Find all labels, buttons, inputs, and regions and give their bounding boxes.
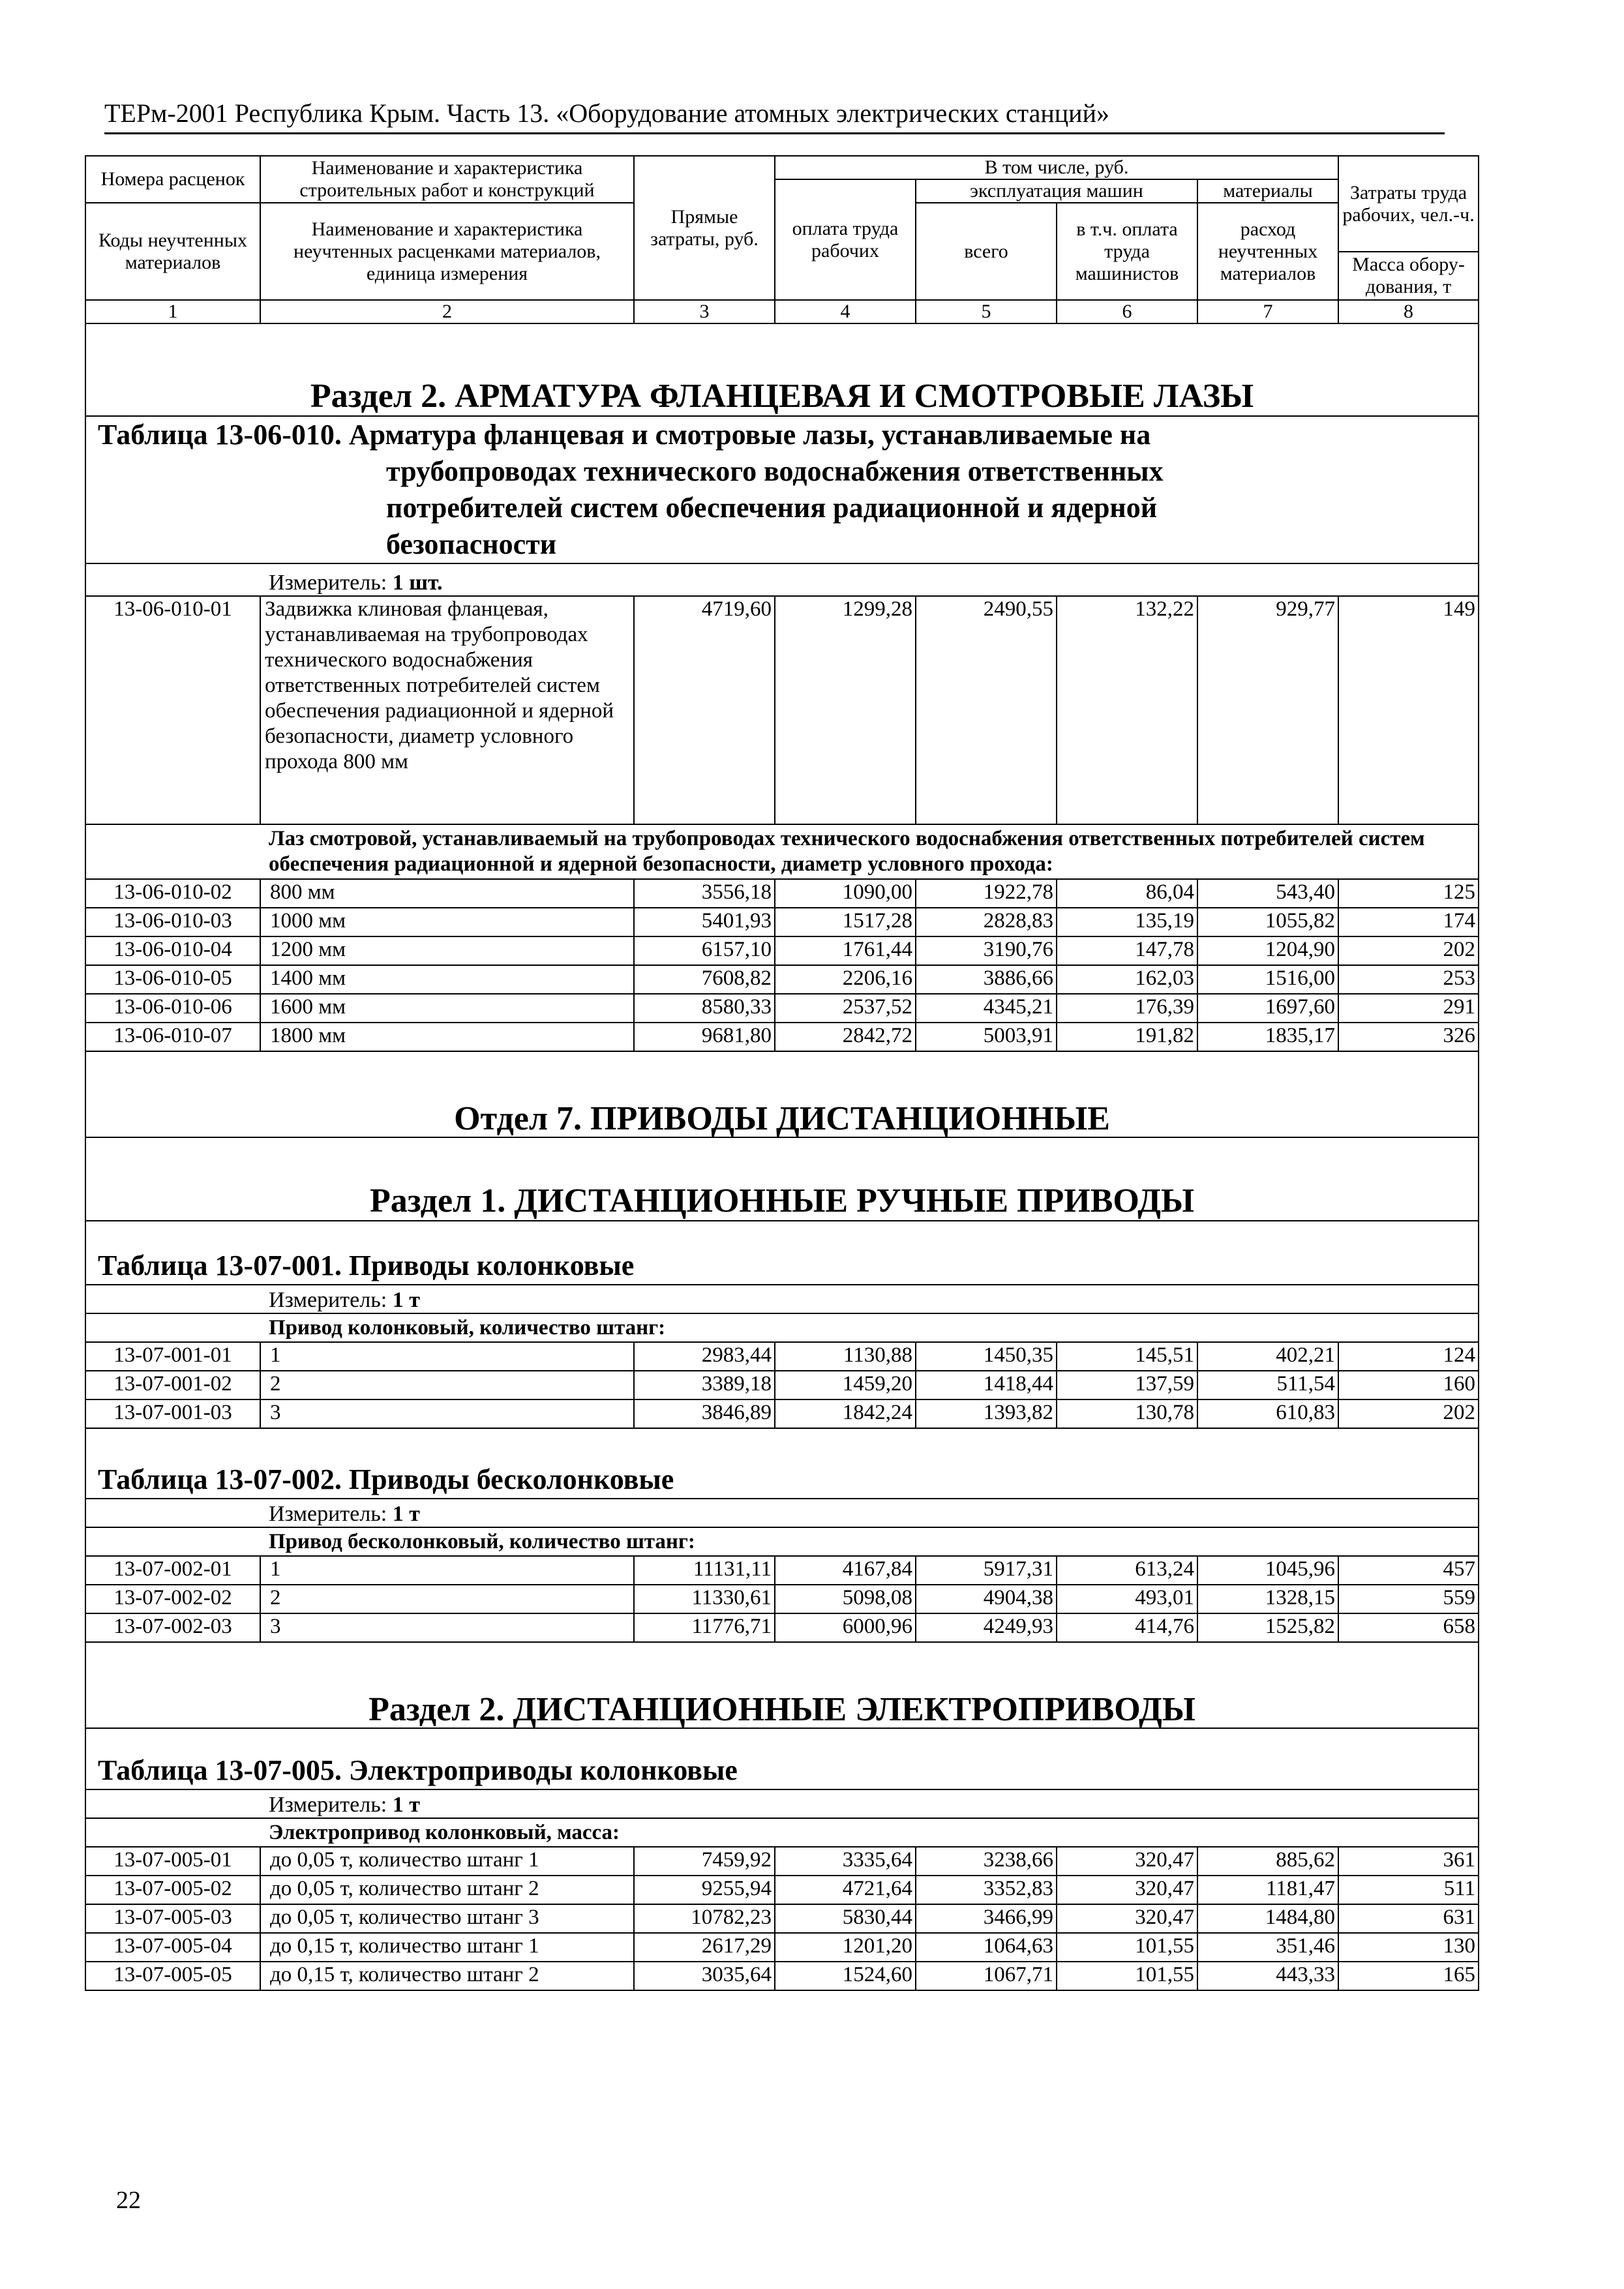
rate-value: 414,76 — [1057, 1613, 1197, 1642]
rate-name: до 0,05 т, количество штанг 1 — [260, 1847, 634, 1876]
rate-code: 13-06-010-05 — [85, 965, 260, 994]
table-row — [85, 1962, 1479, 1990]
rate-value: 320,47 — [1057, 1847, 1197, 1876]
rate-value: 2828,83 — [916, 908, 1057, 936]
rate-value: 326 — [1338, 1023, 1479, 1051]
table-title-cont: трубопроводах технического водоснабжения ответственных — [386, 455, 1164, 487]
rate-value: 443,33 — [1197, 1962, 1338, 1990]
rate-value: 1064,63 — [916, 1933, 1057, 1962]
rate-value: 130,78 — [1057, 1399, 1197, 1428]
rate-value: 145,51 — [1057, 1342, 1197, 1371]
section-title: Раздел 2. АРМАТУРА ФЛАНЦЕВАЯ И СМОТРОВЫЕ ЛАЗЫ — [85, 323, 1479, 416]
group-heading: Привод бесколонковый, количество штанг: — [85, 1527, 1479, 1556]
rate-value: 3190,76 — [916, 936, 1057, 965]
rate-value: 885,62 — [1197, 1847, 1338, 1876]
rate-value: 1090,00 — [775, 879, 916, 908]
col-incl: В том числе, руб. — [775, 156, 1338, 179]
rate-value: 253 — [1338, 965, 1479, 994]
rate-value: 1055,82 — [1197, 908, 1338, 936]
table-row — [85, 1371, 1479, 1399]
rate-value: 1045,96 — [1197, 1556, 1338, 1585]
rate-value: 493,01 — [1057, 1585, 1197, 1613]
rate-value: 1761,44 — [775, 936, 916, 965]
rate-value: 160 — [1338, 1371, 1479, 1399]
col-rate-numbers: Номера расценок — [85, 156, 260, 203]
table-row — [85, 908, 1479, 936]
rate-value: 1450,35 — [916, 1342, 1057, 1371]
col-material-use: расход неучтенных материалов — [1197, 203, 1338, 300]
rate-code: 13-07-001-02 — [85, 1371, 260, 1399]
section-title: Раздел 2. ДИСТАНЦИОННЫЕ ЭЛЕКТРОПРИВОДЫ — [85, 1642, 1479, 1728]
rate-code: 13-07-005-03 — [85, 1904, 260, 1933]
rate-value: 613,24 — [1057, 1556, 1197, 1585]
rate-name: до 0,15 т, количество штанг 1 — [260, 1933, 634, 1962]
col-num: 7 — [1197, 300, 1338, 323]
rate-value: 2983,44 — [634, 1342, 775, 1371]
rate-value: 320,47 — [1057, 1904, 1197, 1933]
rate-value: 1525,82 — [1197, 1613, 1338, 1642]
rate-value: 7608,82 — [634, 965, 775, 994]
col-material-codes: Коды неучтенных материалов — [85, 203, 260, 300]
rate-value: 1835,17 — [1197, 1023, 1338, 1051]
group-heading: Электропривод колонковый, масса: — [85, 1818, 1479, 1847]
table-row — [85, 1556, 1479, 1585]
col-worker-pay: оплата труда рабочих — [775, 179, 916, 300]
rate-value: 351,46 — [1197, 1933, 1338, 1962]
table-row — [85, 1399, 1479, 1428]
rate-name: до 0,05 т, количество штанг 2 — [260, 1876, 634, 1904]
page-number: 22 — [116, 2187, 141, 2214]
rate-value: 511 — [1338, 1876, 1479, 1904]
rate-code: 13-07-002-03 — [85, 1613, 260, 1642]
rate-value: 5917,31 — [916, 1556, 1057, 1585]
rate-value: 631 — [1338, 1904, 1479, 1933]
rate-value: 137,59 — [1057, 1371, 1197, 1399]
rate-value: 5830,44 — [775, 1904, 916, 1933]
rate-value: 3352,83 — [916, 1876, 1057, 1904]
rate-code: 13-06-010-03 — [85, 908, 260, 936]
rate-name: 1 — [260, 1556, 634, 1585]
rate-value: 5098,08 — [775, 1585, 916, 1613]
rate-value: 457 — [1338, 1556, 1479, 1585]
table-row — [85, 994, 1479, 1023]
table-row — [85, 965, 1479, 994]
rate-value: 3466,99 — [916, 1904, 1057, 1933]
rate-table — [85, 155, 1479, 1991]
rate-value: 130 — [1338, 1933, 1479, 1962]
table-row — [85, 1847, 1479, 1876]
col-materials: материалы — [1197, 179, 1338, 203]
rate-code: 13-07-005-05 — [85, 1962, 260, 1990]
rate-value: 4904,38 — [916, 1585, 1057, 1613]
rate-code: 13-07-002-01 — [85, 1556, 260, 1585]
rate-value: 1842,24 — [775, 1399, 916, 1428]
rate-value: 191,82 — [1057, 1023, 1197, 1051]
rate-value: 125 — [1338, 879, 1479, 908]
rate-value: 165 — [1338, 1962, 1479, 1990]
rate-value: 202 — [1338, 1399, 1479, 1428]
rate-value: 176,39 — [1057, 994, 1197, 1023]
table-title: Таблица 13-07-005. Электроприводы колонковые — [85, 1728, 1479, 1789]
rate-value: 4721,64 — [775, 1876, 916, 1904]
rate-name: 1 — [260, 1342, 634, 1371]
col-direct-costs: Прямые затраты, руб. — [634, 156, 775, 300]
rate-value: 3035,64 — [634, 1962, 775, 1990]
rate-value: 4249,93 — [916, 1613, 1057, 1642]
division-title: Отдел 7. ПРИВОДЫ ДИСТАНЦИОННЫЕ — [85, 1051, 1479, 1137]
measure-unit: Измеритель: 1 шт. — [85, 563, 1479, 596]
rate-value: 658 — [1338, 1613, 1479, 1642]
table-row — [85, 1023, 1479, 1051]
table-title-cont: потребителей систем обеспечения радиационной и ядерной — [386, 492, 1158, 524]
rate-value: 1067,71 — [916, 1962, 1057, 1990]
section-title: Раздел 1. ДИСТАНЦИОННЫЕ РУЧНЫЕ ПРИВОДЫ — [85, 1137, 1479, 1221]
rate-value: 10782,23 — [634, 1904, 775, 1933]
rate-value: 8580,33 — [634, 994, 775, 1023]
rate-value: 3556,18 — [634, 879, 775, 908]
rate-value: 6157,10 — [634, 936, 775, 965]
rate-value: 9255,94 — [634, 1876, 775, 1904]
rate-name: 800 мм — [260, 879, 634, 908]
table-row — [85, 1585, 1479, 1613]
rate-value: 559 — [1338, 1585, 1479, 1613]
rate-value: 402,21 — [1197, 1342, 1338, 1371]
table-title-block — [85, 416, 1479, 563]
rate-value: 11131,11 — [634, 1556, 775, 1585]
col-num: 5 — [916, 300, 1057, 323]
table-title-cont: безопасности — [386, 528, 557, 560]
rate-value: 11776,71 — [634, 1613, 775, 1642]
rate-code: 13-07-001-03 — [85, 1399, 260, 1428]
rate-value: 1516,00 — [1197, 965, 1338, 994]
rate-value: 2617,29 — [634, 1933, 775, 1962]
rate-value: 135,19 — [1057, 908, 1197, 936]
rate-value: 5401,93 — [634, 908, 775, 936]
rate-value: 11330,61 — [634, 1585, 775, 1613]
rate-code: 13-06-010-02 — [85, 879, 260, 908]
rate-name: 1400 мм — [260, 965, 634, 994]
col-num: 3 — [634, 300, 775, 323]
col-num: 4 — [775, 300, 916, 323]
rate-value: 511,54 — [1197, 1371, 1338, 1399]
rate-value: 3335,64 — [775, 1847, 916, 1876]
rate-value: 1130,88 — [775, 1342, 916, 1371]
col-num: 1 — [85, 300, 260, 323]
rate-value: 7459,92 — [634, 1847, 775, 1876]
rate-code: 13-06-010-06 — [85, 994, 260, 1023]
rate-name: 2 — [260, 1585, 634, 1613]
rate-name: 3 — [260, 1613, 634, 1642]
rate-value: 3846,89 — [634, 1399, 775, 1428]
table-title: Таблица 13-07-001. Приводы колонковые — [85, 1221, 1479, 1285]
rate-value: 610,83 — [1197, 1399, 1338, 1428]
rate-name: 1000 мм — [260, 908, 634, 936]
rate-value: 3389,18 — [634, 1371, 775, 1399]
table-row — [85, 1613, 1479, 1642]
col-num: 8 — [1338, 300, 1479, 323]
col-material-names: Наименование и характеристика неучтенных расценками материалов, единица измерения — [260, 203, 634, 300]
group-heading: Привод колонковый, количество штанг: — [85, 1313, 1479, 1342]
table-title: Таблица 13-07-002. Приводы бесколонковые — [85, 1428, 1479, 1499]
table-row: 13-06-010-01 Задвижка клиновая фланцевая, устанавливаемая на трубопроводах технического водоснабжения ответственных потребителей систем обеспечения радиационной и ядерной безопасности, диаметр условного прохода 800 мм 4719,60 1299,28 2490,55 132,22 929,77 149 — [85, 596, 1479, 824]
rate-value: 1922,78 — [916, 879, 1057, 908]
rate-value: 1517,28 — [775, 908, 916, 936]
rate-value: 1181,47 — [1197, 1876, 1338, 1904]
col-machines: эксплуатация машин — [916, 179, 1197, 203]
rate-value: 3238,66 — [916, 1847, 1057, 1876]
rate-value: 9681,80 — [634, 1023, 775, 1051]
group-heading: Лаз смотровой, устанавливаемый на трубопроводах технического водоснабжения ответственных потребителей систем обеспечения радиационной и ядерной безопасности, диаметр условного прохода: — [85, 824, 1479, 879]
rate-value: 124 — [1338, 1342, 1479, 1371]
rate-value: 3886,66 — [916, 965, 1057, 994]
rate-value: 86,04 — [1057, 879, 1197, 908]
measure-unit: Измеритель: 1 т — [85, 1499, 1479, 1527]
rate-value: 101,55 — [1057, 1933, 1197, 1962]
table-row — [85, 879, 1479, 908]
rate-name: до 0,05 т, количество штанг 3 — [260, 1904, 634, 1933]
col-machines-total: всего — [916, 203, 1057, 300]
rate-code: 13-07-005-01 — [85, 1847, 260, 1876]
rate-value: 101,55 — [1057, 1962, 1197, 1990]
rate-value: 1484,80 — [1197, 1904, 1338, 1933]
rate-value: 2842,72 — [775, 1023, 916, 1051]
col-num: 2 — [260, 300, 634, 323]
rate-value: 147,78 — [1057, 936, 1197, 965]
rate-value: 543,40 — [1197, 879, 1338, 908]
rate-table-frame — [85, 155, 1478, 1991]
rate-name: 1800 мм — [260, 1023, 634, 1051]
rate-value: 1201,20 — [775, 1933, 916, 1962]
rate-value: 291 — [1338, 994, 1479, 1023]
rate-value: 320,47 — [1057, 1876, 1197, 1904]
rate-name: 1600 мм — [260, 994, 634, 1023]
rate-name: 2 — [260, 1371, 634, 1399]
rate-value: 5003,91 — [916, 1023, 1057, 1051]
col-num: 6 — [1057, 300, 1197, 323]
rate-value: 1393,82 — [916, 1399, 1057, 1428]
measure-unit: Измеритель: 1 т — [85, 1789, 1479, 1818]
rate-code: 13-06-010-07 — [85, 1023, 260, 1051]
table-row — [85, 1876, 1479, 1904]
table-row — [85, 1933, 1479, 1962]
rate-value: 162,03 — [1057, 965, 1197, 994]
rate-name: 3 — [260, 1399, 634, 1428]
table-row — [85, 1904, 1479, 1933]
rate-value: 2537,52 — [775, 994, 916, 1023]
rate-value: 361 — [1338, 1847, 1479, 1876]
table-title: Таблица 13-06-010. Арматура фланцевая и смотровые лазы, устанавливаемые на — [98, 419, 1151, 451]
col-labor-costs: Затраты труда рабочих, чел.-ч. — [1338, 156, 1479, 252]
rate-value: 4345,21 — [916, 994, 1057, 1023]
rate-value: 6000,96 — [775, 1613, 916, 1642]
col-machinist-pay: в т.ч. оплата труда машинистов — [1057, 203, 1197, 300]
rate-value: 1328,15 — [1197, 1585, 1338, 1613]
rate-code: 13-07-005-04 — [85, 1933, 260, 1962]
rate-name: 1200 мм — [260, 936, 634, 965]
rate-code: 13-06-010-04 — [85, 936, 260, 965]
rate-name: до 0,15 т, количество штанг 2 — [260, 1962, 634, 1990]
table-row — [85, 936, 1479, 965]
rate-code: 13-07-001-01 — [85, 1342, 260, 1371]
table-row — [85, 1342, 1479, 1371]
rate-value: 1524,60 — [775, 1962, 916, 1990]
rate-value: 1418,44 — [916, 1371, 1057, 1399]
running-header: ТЕРм-2001 Республика Крым. Часть 13. «Оборудование атомных электрических станций» — [104, 98, 1445, 134]
rate-value: 4167,84 — [775, 1556, 916, 1585]
col-work-name: Наименование и характеристика строительных работ и конструкций — [260, 156, 634, 203]
rate-value: 1204,90 — [1197, 936, 1338, 965]
rate-value: 1697,60 — [1197, 994, 1338, 1023]
rate-value: 2206,16 — [775, 965, 916, 994]
rate-code: 13-07-005-02 — [85, 1876, 260, 1904]
rate-value: 202 — [1338, 936, 1479, 965]
col-equipment-mass: Масса обору-дования, т — [1338, 252, 1479, 300]
measure-unit: Измеритель: 1 т — [85, 1285, 1479, 1313]
rate-code: 13-07-002-02 — [85, 1585, 260, 1613]
rate-value: 1459,20 — [775, 1371, 916, 1399]
rate-value: 174 — [1338, 908, 1479, 936]
